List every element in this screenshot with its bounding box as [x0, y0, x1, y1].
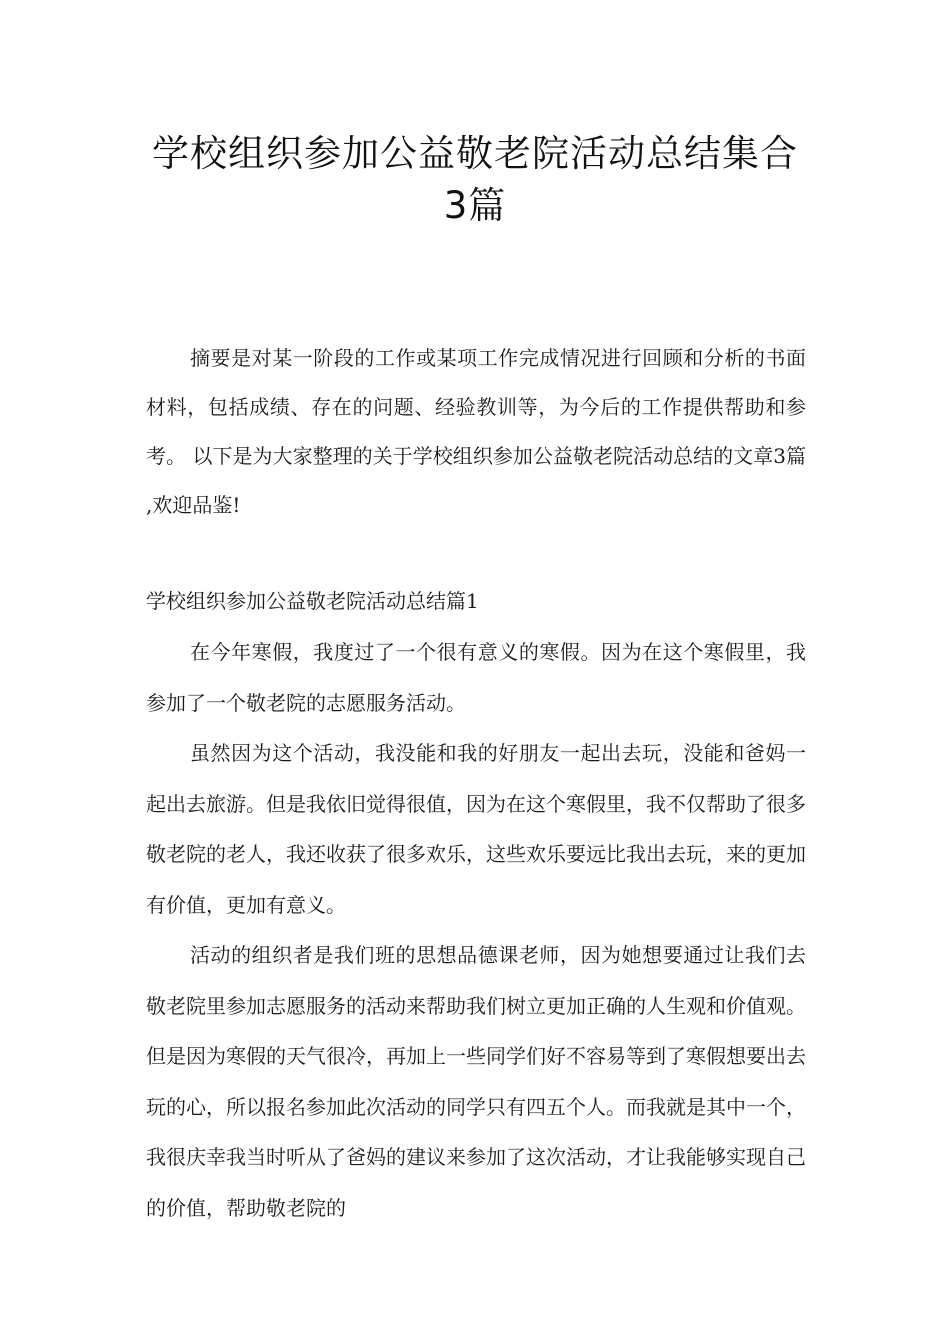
article-paragraph-2: 虽然因为这个活动，我没能和我的好朋友一起出去玩，没能和爸妈一起出去旅游。但是我依旧觉得很值，因为在这个寒假里，我不仅帮助了很多敬老院的老人，我还收获了很多欢乐，这些欢乐要远比我出去玩，来的更加有价值，更加有意义。	[146, 741, 806, 917]
document-title	[120, 128, 830, 232]
section-heading: 学校组织参加公益敬老院活动总结篇1	[146, 589, 479, 613]
document-title-line-1: 学校组织参加公益敬老院活动总结集合	[152, 132, 798, 175]
article-paragraph-1: 在今年寒假，我度过了一个很有意义的寒假。因为在这个寒假里，我参加了一个敬老院的志愿服务活动。	[146, 640, 806, 715]
article-body	[146, 627, 806, 1233]
abstract-paragraph: 摘要是对某一阶段的工作或某项工作完成情况进行回顾和分析的书面材料，包括成绩、存在的问题、经验教训等，为今后的工作提供帮助和参考。 以下是为大家整理的关于学校组织参加公益敬老院活动总结的文章3篇 ,欢迎品鉴!	[146, 346, 806, 517]
document-title-line-2: 3篇	[443, 184, 507, 227]
article-paragraph-3: 活动的组织者是我们班的思想品德课老师，因为她想要通过让我们去敬老院里参加志愿服务的活动来帮助我们树立更加正确的人生观和价值观。但是因为寒假的天气很冷，再加上一些同学们好不容易等到了寒假想要出去玩的心，所以报名参加此次活动的同学只有四五个人。而我就是其中一个，我很庆幸我当时听从了爸妈的建议来参加了这次活动，才让我能够实现自己的价值，帮助敬老院的	[146, 943, 806, 1220]
abstract-section	[146, 334, 806, 530]
